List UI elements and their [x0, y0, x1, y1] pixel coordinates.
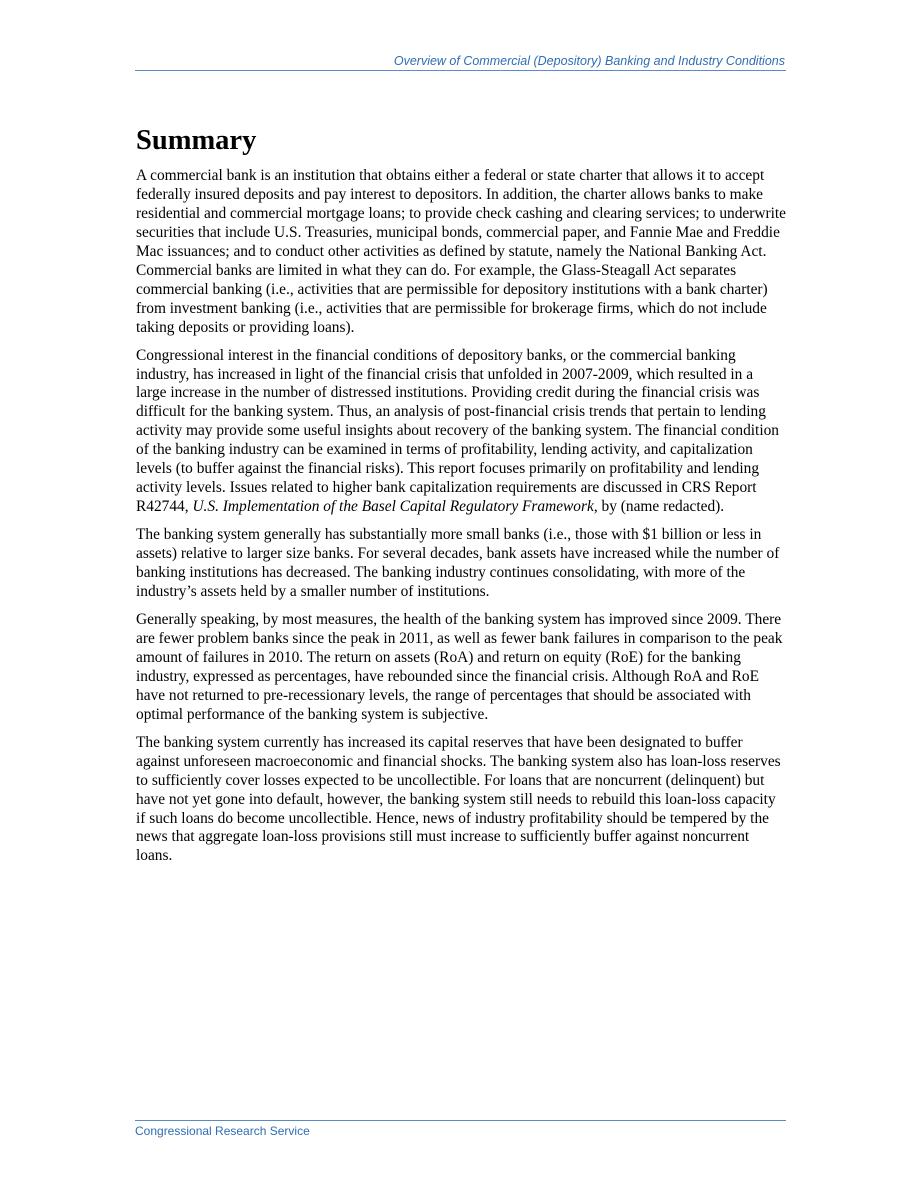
page-footer	[135, 1120, 786, 1139]
footer-organization: Congressional Research Service	[135, 1124, 310, 1138]
summary-paragraph-2	[136, 347, 786, 518]
running-header	[135, 54, 786, 71]
running-header-title: Overview of Commercial (Depository) Banking and Industry Conditions	[393, 54, 785, 68]
summary-paragraph-3: The banking system generally has substantially more small banks (i.e., those with $1 billion or less in assets) relative to larger size banks. For several decades, bank assets have increased while the number of banking institutions has decreased. The banking industry continues consolidating, with more of the industry’s assets held by a smaller number of institutions.	[136, 526, 780, 601]
summary-heading: Summary	[136, 125, 257, 156]
summary-paragraph-5: The banking system currently has increased its capital reserves that have been designated to buffer against unforeseen macroeconomic and financial shocks. The banking system also has loan-loss reserves to sufficiently cover losses expected to be uncollectible. For loans that are noncurrent (delinquent) but have not yet gone into default, however, the banking system still needs to rebuild this loan-loss capacity if such loans do become uncollectible. Hence, news of industry profitability should be tempered by the news that aggregate loan-loss provisions still must increase to sufficiently buffer against noncurrent loans.	[136, 733, 781, 865]
summary-paragraph-4: Generally speaking, by most measures, the health of the banking system has improved since 2009. There are fewer problem banks since the peak in 2011, as well as fewer bank failures in comparison to the peak amount of failures in 2010. The return on assets (RoA) and return on equity (RoE) for the banking industry, expressed as percentages, have rebounded since the financial crisis. Although RoA and RoE have not returned to pre-recessionary levels, the range of percentages that should be associated with optimal performance of the banking system is subjective.	[136, 610, 783, 723]
paragraph-2-text-b: , by (name redacted).	[593, 498, 725, 516]
paragraph-2-text-a: Congressional interest in the financial conditions of depository banks, or the commercial banking industry, has increased in light of the financial crisis that unfolded in 2007-2009, which resulted in a large increase in the number of distressed institutions. Providing credit during the financial crisis was difficult for the banking system. Thus, an analysis of post-financial crisis trends that pertain to lending activity may provide some useful insights about recovery of the banking system. The financial condition of the banking industry can be examined in terms of profitability, lending activity, and capitalization levels (to buffer against the financial risks). This report focuses primarily on profitability and lending activity levels. Issues related to higher bank capitalization requirements are discussed in CRS Report R42744,	[136, 346, 779, 516]
summary-paragraph-1: A commercial bank is an institution that obtains either a federal or state charter that allows it to accept federally insured deposits and pay interest to depositors. In addition, the charter allows banks to make residential and commercial mortgage loans; to provide check cashing and clearing services; to underwrite securities that include U.S. Treasuries, municipal bonds, commercial paper, and Fannie Mae and Freddie Mac issuances; and to conduct other activities as defined by statute, namely the National Banking Act. Commercial banks are limited in what they can do. For example, the Glass-Steagall Act separates commercial banking (i.e., activities that are permissible for depository institutions with a bank charter) from investment banking (i.e., activities that are permissible for brokerage firms, which do not include taking deposits or providing loans).	[136, 167, 787, 336]
summary-section	[136, 124, 786, 875]
report-title: U.S. Implementation of the Basel Capital Regulatory Framework	[192, 498, 594, 516]
